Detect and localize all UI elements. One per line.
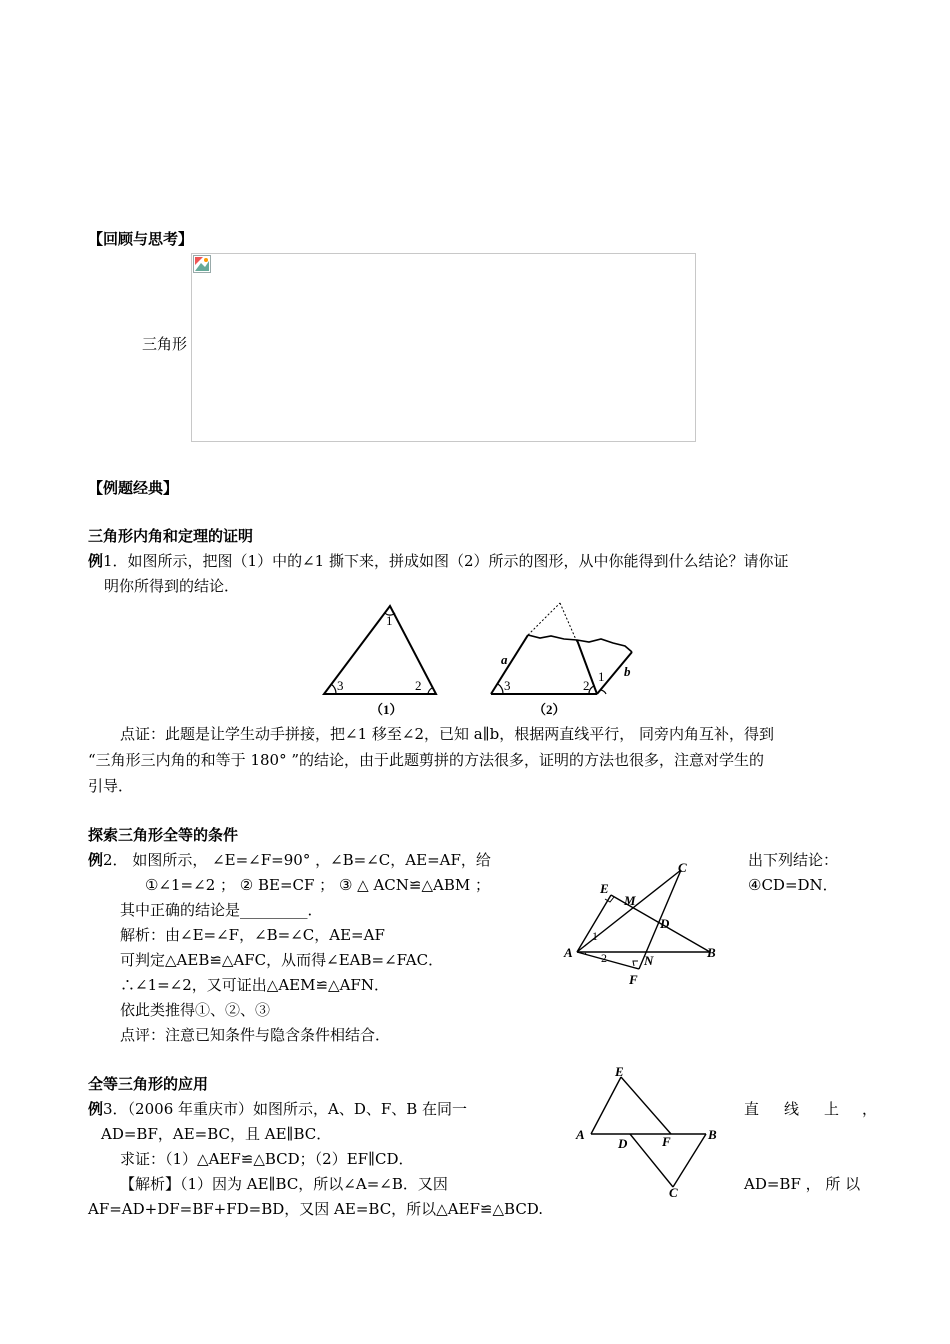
example2-line6: ∴∠1=∠2，又可证出△AEM≌△AFN．	[120, 976, 389, 994]
example2-line2: ①∠1=∠2 ； ② BE=CF ； ③ △ ACN≌△ABM ；	[145, 876, 490, 894]
example3-line5: AF=AD+DF=BF+FD=BD，又因 AE=BC，所以△AEF≌△BCD.	[88, 1200, 544, 1218]
section1-title: 三角形内角和定理的证明	[88, 527, 254, 545]
example1-comment-line1: 点证：此题是让学生动手拼接，把∠1 移至∠2，已知 a∥b，根据两直线平行， 同旁内角互补，得到	[120, 725, 775, 743]
example2-line4: 解析：由∠E=∠F，∠B=∠C，AE=AF	[120, 926, 385, 944]
figure-example3	[570, 1062, 730, 1200]
example2-line1: 例2． 如图所示， ∠E=∠F=90° ，∠B=∠C，AE=AF，给	[88, 851, 491, 869]
example3-line1-right-2: 线	[784, 1100, 800, 1118]
fig2-caption: （2）	[533, 702, 566, 717]
example2-line3: 其中正确的结论是_________．	[120, 901, 323, 919]
fig1-angle1: 1	[386, 613, 393, 628]
fig-ex2-label-A: A	[564, 945, 573, 960]
broken-image-icon	[193, 255, 211, 273]
triangle-label: 三角形	[142, 335, 188, 353]
example2-line7: 依此类推得①、②、③	[120, 1001, 271, 1019]
fig2-angle2: 2	[583, 678, 590, 693]
review-heading: 【回顾与思考】	[88, 230, 194, 248]
fig1-angle2: 2	[415, 678, 422, 693]
example3-line2: AD=BF，AE=BC，且 AE∥BC．	[101, 1125, 332, 1143]
example2-line2-right: ④CD=DN．	[748, 876, 838, 894]
section3-title: 全等三角形的应用	[88, 1075, 209, 1093]
fig-ex3-label-E: E	[615, 1064, 624, 1079]
examples-heading: 【例题经典】	[88, 479, 179, 497]
example1-line2: 明你所得到的结论．	[104, 577, 240, 595]
fig-ex3-label-B: B	[708, 1127, 717, 1142]
example2-label: 例	[88, 851, 104, 869]
fig1-angle3: 3	[337, 678, 344, 693]
fig-ex3-label-C: C	[669, 1185, 678, 1200]
figure2-rearranged	[485, 598, 637, 718]
image-frame	[191, 253, 696, 442]
fig-ex2-label-B: B	[707, 945, 716, 960]
fig-ex2-label-E: E	[600, 881, 609, 896]
example2-line1-right: 出下列结论：	[748, 851, 839, 869]
fig2-line-b: b	[624, 664, 631, 679]
fig-ex2-label-N: N	[644, 953, 654, 968]
fig2-line-a: a	[501, 652, 508, 667]
fig-ex2-label-C: C	[678, 860, 687, 875]
fig2-angle1: 1	[598, 669, 605, 684]
figure1-triangle	[318, 598, 448, 718]
example3-line1: 例3．（2006 年重庆市）如图所示，A、D、F、B 在同一	[88, 1100, 468, 1118]
fig2-angle3: 3	[504, 678, 511, 693]
fig-ex2-label-M: M	[624, 893, 636, 908]
example2-line8: 点评：注意已知条件与隐含条件相结合．	[120, 1026, 391, 1044]
example3-line4: 【解析】（1）因为 AE∥BC，所以∠A=∠B．又因	[120, 1175, 448, 1193]
example1-line1: 例1．如图所示，把图（1）中的∠1 撕下来，拼成如图（2）所示的图形，从中你能得到什么结论？请你证	[88, 552, 789, 570]
fig-ex3-label-F: F	[662, 1134, 671, 1149]
example3-label: 例	[88, 1100, 104, 1118]
example2-line5: 可判定△AEB≌△AFC，从而得∠EAB=∠FAC．	[120, 951, 444, 969]
fig-ex3-label-A: A	[576, 1127, 585, 1142]
fig-ex2-angle2: 2	[601, 951, 607, 965]
fig-ex2-label-D: D	[660, 916, 670, 931]
example1-label: 例	[88, 552, 104, 570]
example3-line1-right-4: ，	[862, 1100, 878, 1118]
example3-line1-right-1: 直	[744, 1100, 760, 1118]
figure-example2	[558, 855, 728, 990]
example1-comment-line3: 引导．	[88, 777, 134, 795]
fig1-caption: （1）	[370, 702, 403, 717]
section2-title: 探索三角形全等的条件	[88, 826, 239, 844]
example1-comment-line2: “三角形三内角的和等于 180° ”的结论，由于此题剪拼的方法很多，证明的方法也很多，注意对学生的	[88, 751, 765, 769]
example3-line1-right-3: 上	[824, 1100, 840, 1118]
fig-ex3-label-D: D	[618, 1136, 628, 1151]
example3-line3: 求证：（1）△AEF≌△BCD；（2）EF∥CD．	[120, 1150, 414, 1168]
example3-line4-right: AD=BF ， 所 以	[744, 1175, 861, 1193]
fig-ex2-label-F: F	[629, 972, 638, 987]
fig-ex2-angle1: 1	[592, 929, 598, 943]
